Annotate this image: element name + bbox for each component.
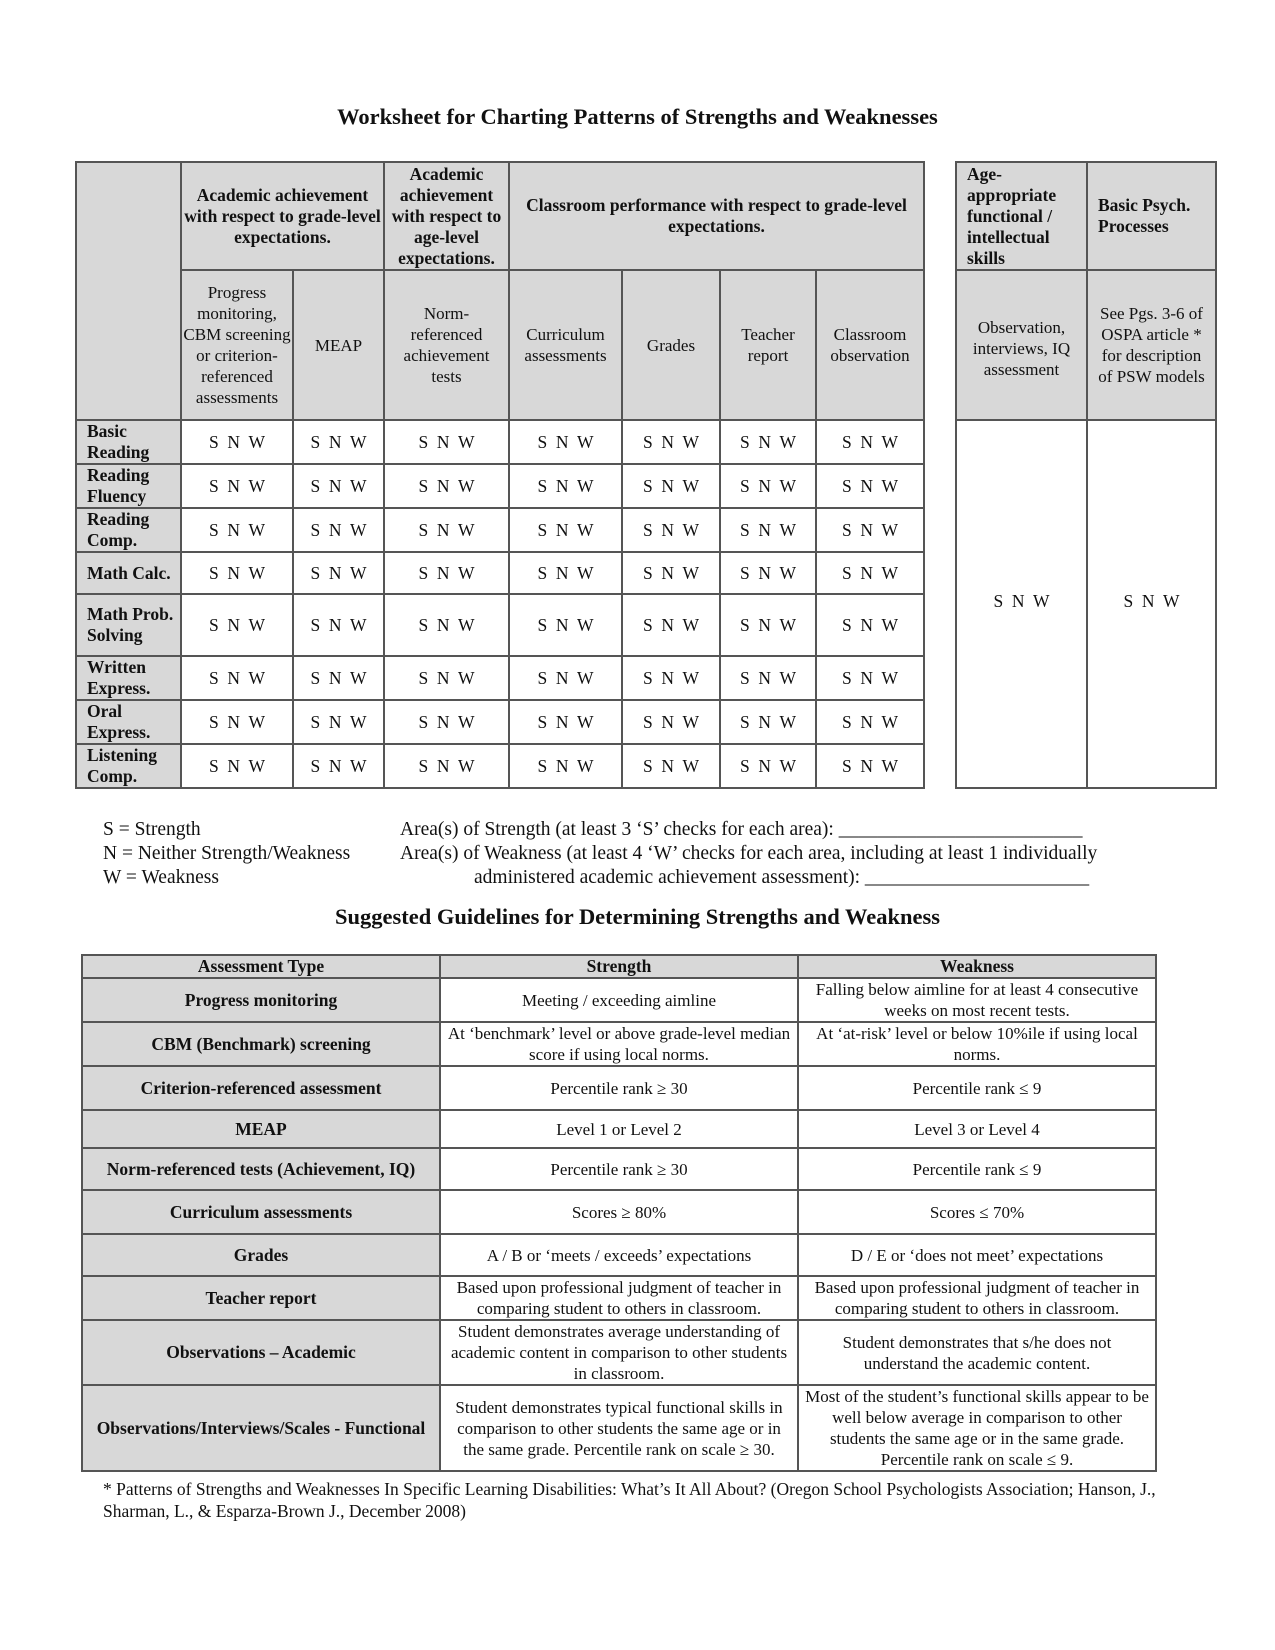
worksheet-row [76, 420, 924, 464]
snw-check-cell[interactable]: S N W [720, 508, 816, 552]
worksheet-right-table [955, 161, 1217, 789]
snw-check-cell[interactable]: S N W [622, 656, 720, 700]
guidelines-row [82, 1234, 1156, 1276]
snw-check-cell[interactable]: S N W [816, 594, 924, 656]
snw-check-cell[interactable]: S N W [816, 464, 924, 508]
snw-check-cell[interactable]: S N W [816, 552, 924, 594]
guidelines-row [82, 1320, 1156, 1385]
guideline-weakness: Percentile rank ≤ 9 [798, 1066, 1156, 1110]
snw-check-cell[interactable]: S N W [293, 464, 384, 508]
snw-check-cell[interactable]: S N W [816, 508, 924, 552]
guideline-weakness: Most of the student’s functional skills appear to be well below average in comparison to other students the same age or in the same grade. Percentile rank on scale ≤ 9. [798, 1385, 1156, 1471]
snw-check-cell[interactable]: S N W [293, 744, 384, 788]
snw-check-cell[interactable]: S N W [622, 420, 720, 464]
snw-check-cell[interactable]: S N W [293, 552, 384, 594]
guidelines-row [82, 1022, 1156, 1066]
worksheet-row [76, 700, 924, 744]
snw-check-cell[interactable]: S N W [293, 700, 384, 744]
guideline-strength: Scores ≥ 80% [440, 1190, 798, 1234]
corner-cell [76, 162, 181, 420]
worksheet-row [76, 464, 924, 508]
guideline-strength: Student demonstrates typical functional skills in comparison to other students the same age or in the same grade. Percentile rank on scale ≥ 30. [440, 1385, 798, 1471]
snw-check-cell[interactable]: S N W [181, 656, 293, 700]
snw-check-cell[interactable]: S N W [384, 464, 509, 508]
guideline-strength: A / B or ‘meets / exceeds’ expectations [440, 1234, 798, 1276]
areas-weakness-line-2: administered academic achievement assessment): _______________________ [474, 867, 1090, 888]
snw-check-cell[interactable]: S N W [384, 420, 509, 464]
snw-check-cell[interactable]: S N W [720, 420, 816, 464]
guideline-weakness: At ‘at-risk’ level or below 10%ile if using local norms. [798, 1022, 1156, 1066]
guidelines-body [82, 978, 1156, 1471]
guideline-weakness: Student demonstrates that s/he does not understand the academic content. [798, 1320, 1156, 1385]
header-basic-psych: Basic Psych. Processes [1087, 162, 1216, 270]
row-label: Math Prob. Solving [76, 594, 181, 656]
guideline-strength: Student demonstrates average understanding of academic content in comparison to other students in classroom. [440, 1320, 798, 1385]
subheader-grades: Grades [622, 270, 720, 420]
guideline-strength: Meeting / exceeding aimline [440, 978, 798, 1022]
header-academic-age: Academic achievement with respect to age-level expectations. [384, 162, 509, 270]
snw-check-cell[interactable]: S N W [384, 656, 509, 700]
guideline-type: Teacher report [82, 1276, 440, 1320]
snw-check-cell[interactable]: S N W [509, 594, 622, 656]
guideline-weakness: D / E or ‘does not meet’ expectations [798, 1234, 1156, 1276]
snw-check-cell[interactable]: S N W [816, 744, 924, 788]
snw-check-cell[interactable]: S N W [384, 744, 509, 788]
snw-check-cell[interactable]: S N W [181, 552, 293, 594]
snw-check-cell[interactable]: S N W [622, 594, 720, 656]
guideline-type: Norm-referenced tests (Achievement, IQ) [82, 1148, 440, 1190]
guideline-weakness: Based upon professional judgment of teacher in comparing student to others in classroom. [798, 1276, 1156, 1320]
snw-check-cell[interactable]: S N W [293, 594, 384, 656]
guidelines-row [82, 1276, 1156, 1320]
page-title: Worksheet for Charting Patterns of Strengths and Weaknesses [337, 104, 938, 129]
snw-check-cell[interactable]: S N W [384, 508, 509, 552]
worksheet-row [76, 744, 924, 788]
row-label: Math Calc. [76, 552, 181, 594]
snw-check-cell[interactable]: S N W [509, 552, 622, 594]
worksheet-table [75, 161, 925, 789]
guidelines-table [81, 954, 1157, 1472]
snw-check-cell[interactable]: S N W [509, 508, 622, 552]
subheader-teacher-report: Teacher report [720, 270, 816, 420]
guideline-type: Criterion-referenced assessment [82, 1066, 440, 1110]
worksheet-row [76, 594, 924, 656]
snw-check-cell[interactable]: S N W [181, 420, 293, 464]
snw-check-cell[interactable]: S N W [816, 656, 924, 700]
snw-check-cell[interactable]: S N W [293, 420, 384, 464]
snw-check-cell[interactable]: S N W [720, 594, 816, 656]
legend-strength: S = Strength [103, 819, 201, 840]
guideline-type: Observations – Academic [82, 1320, 440, 1385]
guidelines-title: Suggested Guidelines for Determining Strengths and Weakness [334, 904, 941, 929]
row-label: Basic Reading [76, 420, 181, 464]
row-label: Reading Fluency [76, 464, 181, 508]
guidelines-row [82, 1066, 1156, 1110]
snw-check-cell[interactable]: S N W [509, 420, 622, 464]
guideline-strength: Based upon professional judgment of teacher in comparing student to others in classroom. [440, 1276, 798, 1320]
snw-check-cell[interactable]: S N W [816, 420, 924, 464]
worksheet-row [76, 552, 924, 594]
subheader-norm-referenced: Norm-referenced achievement tests [384, 270, 509, 420]
areas-weakness-line: Area(s) of Weakness (at least 4 ‘W’ checks for each area, including at least 1 individually [400, 843, 1098, 864]
snw-check-cell[interactable]: S N W [509, 744, 622, 788]
header-academic-grade: Academic achievement with respect to grade-level expectations. [181, 162, 384, 270]
snw-check-cell[interactable]: S N W [720, 464, 816, 508]
snw-check-cell[interactable]: S N W [509, 464, 622, 508]
snw-check-cell[interactable]: S N W [384, 594, 509, 656]
snw-check-cell[interactable]: S N W [720, 700, 816, 744]
guidelines-row [82, 1110, 1156, 1148]
guideline-weakness: Percentile rank ≤ 9 [798, 1148, 1156, 1190]
guideline-weakness: Scores ≤ 70% [798, 1190, 1156, 1234]
row-label: Listening Comp. [76, 744, 181, 788]
footnote: * Patterns of Strengths and Weaknesses In Specific Learning Disabilities: What’s It All About? (Oregon School Psychologists Association; Hanson, J., Sharman, L., & Esparza-Brown J., December 2008) [103, 1479, 1156, 1521]
row-label: Reading Comp. [76, 508, 181, 552]
guideline-type: MEAP [82, 1110, 440, 1148]
snw-check-cell[interactable]: S N W [181, 508, 293, 552]
header-functional: Age-appropriate functional / intellectual skills [956, 162, 1087, 270]
snw-check-cell[interactable]: S N W [720, 656, 816, 700]
snw-check-cell[interactable]: S N W [181, 700, 293, 744]
subheader-progress-monitoring: Progress monitoring, CBM screening or criterion-referenced assessments [181, 270, 293, 420]
snw-check-cell[interactable]: S N W [622, 464, 720, 508]
snw-check-cell[interactable]: S N W [181, 464, 293, 508]
guideline-type: Curriculum assessments [82, 1190, 440, 1234]
snw-check-cell[interactable]: S N W [181, 594, 293, 656]
basic-psych-snw: S N W [1087, 420, 1216, 788]
guidelines-row [82, 978, 1156, 1022]
snw-check-cell[interactable]: S N W [509, 656, 622, 700]
snw-check-cell[interactable]: S N W [622, 508, 720, 552]
guideline-strength: Level 1 or Level 2 [440, 1110, 798, 1148]
guideline-type: Observations/Interviews/Scales - Functional [82, 1385, 440, 1471]
worksheet-row [76, 508, 924, 552]
subheader-curriculum: Curriculum assessments [509, 270, 622, 420]
legend-weakness: W = Weakness [103, 867, 219, 888]
snw-check-cell[interactable]: S N W [384, 552, 509, 594]
guidelines-row [82, 1148, 1156, 1190]
guideline-type: CBM (Benchmark) screening [82, 1022, 440, 1066]
snw-check-cell[interactable]: S N W [720, 552, 816, 594]
legend-neither: N = Neither Strength/Weakness [103, 843, 351, 864]
row-label: Written Express. [76, 656, 181, 700]
subheader-meap: MEAP [293, 270, 384, 420]
snw-check-cell[interactable]: S N W [622, 744, 720, 788]
functional-snw: S N W [956, 420, 1087, 788]
snw-check-cell[interactable]: S N W [622, 552, 720, 594]
worksheet-body [76, 420, 924, 788]
guidelines-header-weakness: Weakness [798, 955, 1156, 978]
areas-section [400, 818, 1097, 890]
guideline-strength: Percentile rank ≥ 30 [440, 1148, 798, 1190]
guideline-type: Grades [82, 1234, 440, 1276]
guideline-strength: At ‘benchmark’ level or above grade-level median score if using local norms. [440, 1022, 798, 1066]
snw-check-cell[interactable]: S N W [181, 744, 293, 788]
header-classroom: Classroom performance with respect to grade-level expectations. [509, 162, 924, 270]
snw-check-cell[interactable]: S N W [622, 700, 720, 744]
snw-check-cell[interactable]: S N W [293, 508, 384, 552]
guideline-type: Progress monitoring [82, 978, 440, 1022]
guidelines-row [82, 1385, 1156, 1471]
row-label: Oral Express. [76, 700, 181, 744]
guideline-weakness: Level 3 or Level 4 [798, 1110, 1156, 1148]
subheader-observation-interviews: Observation, interviews, IQ assessment [956, 270, 1087, 420]
guidelines-header-strength: Strength [440, 955, 798, 978]
worksheet-row [76, 656, 924, 700]
snw-check-cell[interactable]: S N W [509, 700, 622, 744]
areas-strength-line: Area(s) of Strength (at least 3 ‘S’ checks for each area): _________________________ [400, 819, 1083, 840]
subheader-see-pages: See Pgs. 3-6 of OSPA article * for description of PSW models [1087, 270, 1216, 420]
guidelines-header-type: Assessment Type [82, 955, 440, 978]
snw-check-cell[interactable]: S N W [720, 744, 816, 788]
guidelines-row [82, 1190, 1156, 1234]
guideline-weakness: Falling below aimline for at least 4 consecutive weeks on most recent tests. [798, 978, 1156, 1022]
subheader-classroom-observation: Classroom observation [816, 270, 924, 420]
snw-check-cell[interactable]: S N W [816, 700, 924, 744]
guideline-strength: Percentile rank ≥ 30 [440, 1066, 798, 1110]
snw-check-cell[interactable]: S N W [293, 656, 384, 700]
snw-check-cell[interactable]: S N W [384, 700, 509, 744]
legend [103, 818, 350, 890]
